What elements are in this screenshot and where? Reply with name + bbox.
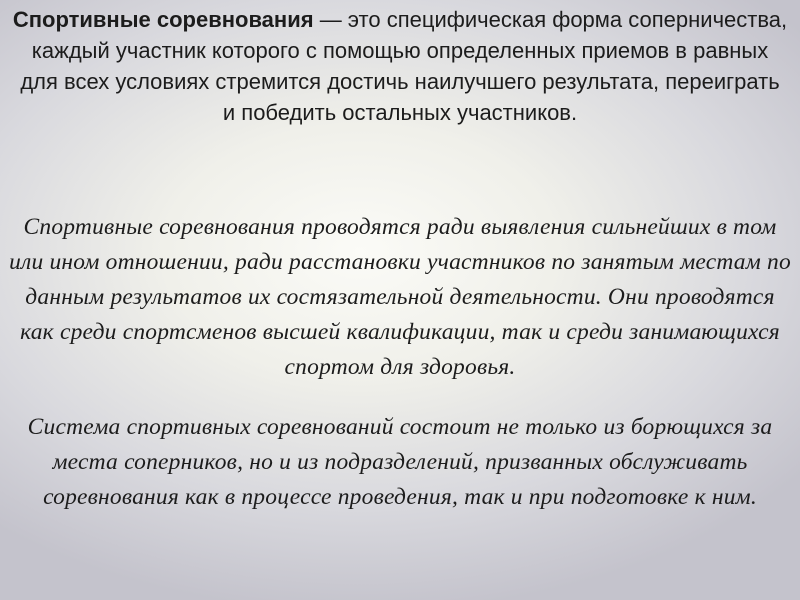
definition-term: Спортивные соревнования bbox=[12, 7, 314, 32]
definition-text: — это специфическая форма соперничества, каждый участник которого с помощью определенных приемов в равных для всех условиях стремится достичь наилучшего результата, переиграть и победить остальных участников. bbox=[20, 7, 788, 125]
definition-paragraph bbox=[12, 4, 788, 128]
system-paragraph: Система спортивных соревнований состоит не только из борющихся за места соперников, но и из подразделений, призванных обслуживать соревнования как в процессе проведения, так и при подготовке к ним. bbox=[27, 414, 773, 510]
purpose-paragraph: Спортивные соревнования проводятся ради выявления сильнейших в том или ином отношении, ради расстановки участников по занятым местам по данным результатов их состязательной деятельности. Они проводятся как среди спортсменов высшей квалификации, так и среди занимающихся спортом для здоровья. bbox=[9, 214, 791, 380]
